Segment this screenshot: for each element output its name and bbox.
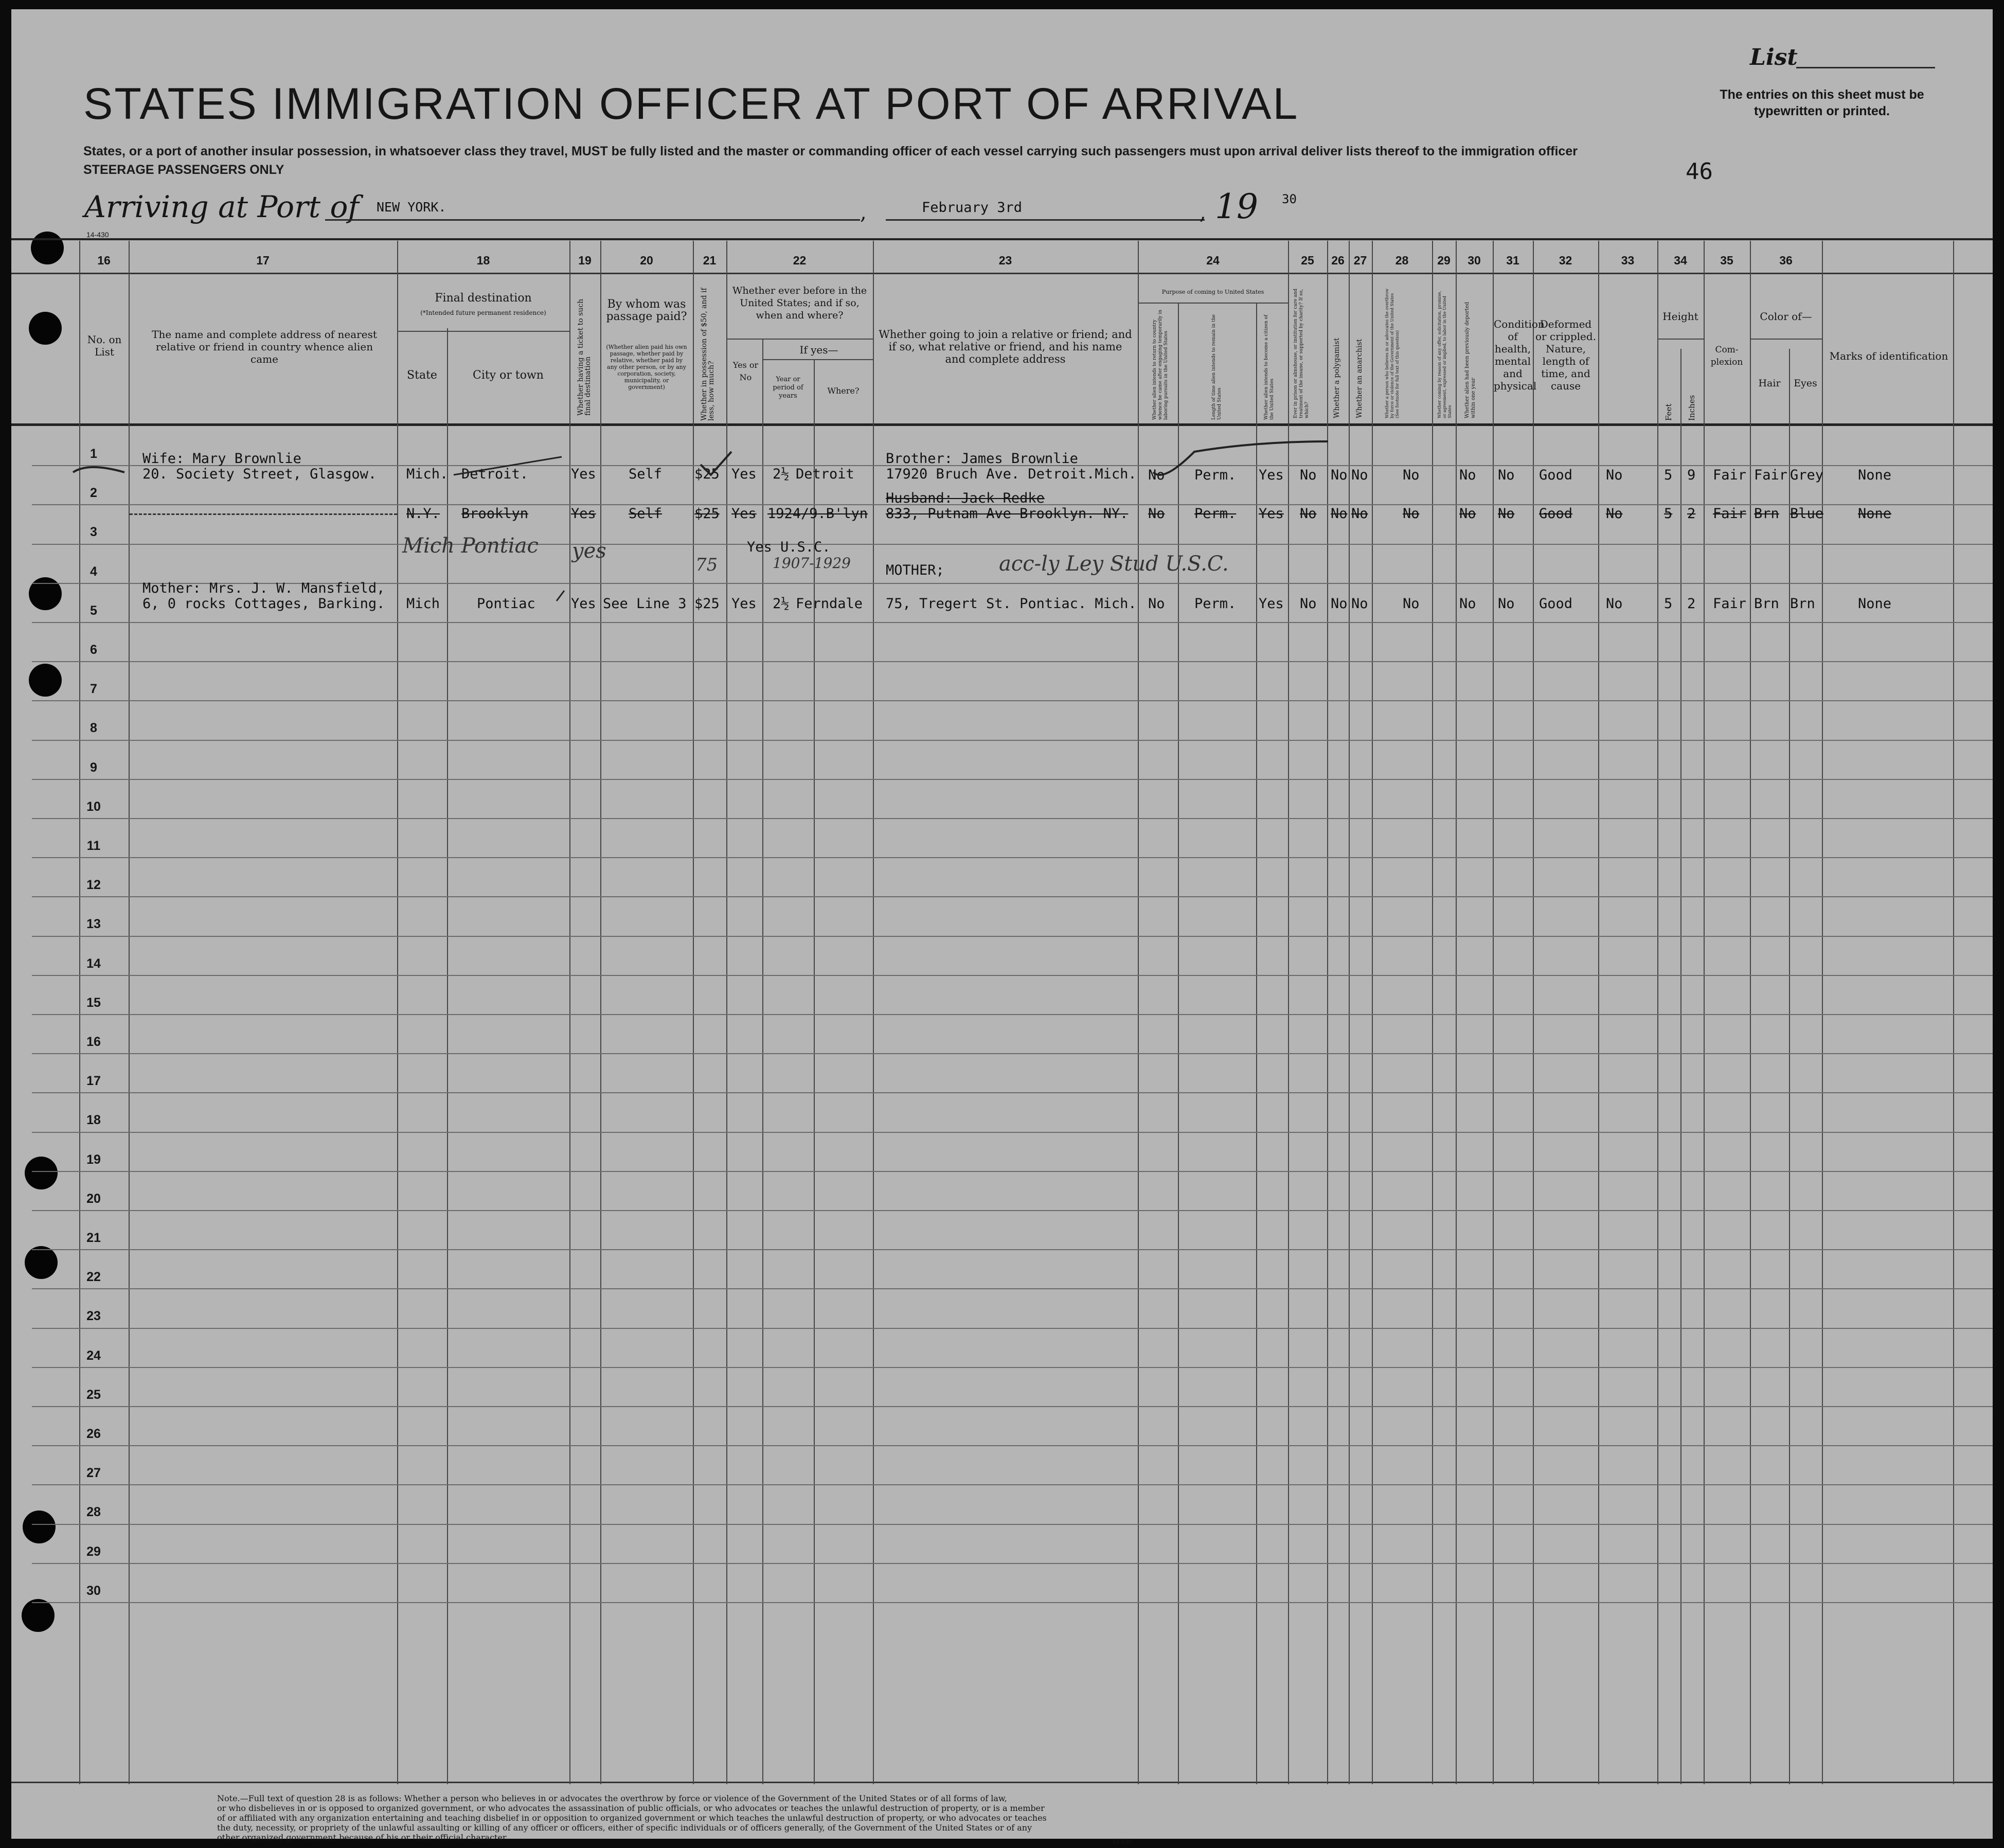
row-number: 7 (90, 682, 97, 696)
r1-advocate: No (1403, 467, 1420, 483)
hdr-paid-by-note: (Whether alien paid his own passage, whether paid by relative, whether paid by any other person, or by any corporation, society, municipality, or government) (606, 344, 687, 390)
r4-marks: None (1858, 596, 1892, 612)
r4-ticket: Yes (571, 596, 596, 612)
footnote-line-2: or who disbelieves in or is opposed to organized government, or who advocates the assassination of public officials, or who advocates or teaches the unlawful destruction of property, or is a member (217, 1803, 1045, 1813)
colnum-33: 33 (1621, 254, 1635, 267)
r2-join-address: 833, Putnam Ave Brooklyn. NY. (886, 506, 1129, 522)
r2-eyes: Blue (1790, 506, 1824, 522)
row-number: 19 (86, 1152, 101, 1167)
r2-return: No (1148, 506, 1165, 522)
r1-city: Detroit. (461, 466, 529, 482)
manifest-sheet (11, 9, 1993, 1845)
hdr-deformed: Deformed or crippled. Nature, length of time, and cause (1535, 318, 1597, 392)
r3-hand-period: 1907-1929 (773, 555, 851, 572)
r2-offer: No (1459, 506, 1476, 522)
colnum-31: 31 (1506, 254, 1519, 267)
colnum-35: 35 (1720, 254, 1733, 267)
r1-deformed: No (1606, 467, 1623, 483)
hdr-advocate: Whether a person who believes in or advocates the overthrow by force or violence of the Government of the United States (See footnote for full text of this question) (1385, 288, 1400, 418)
r2-feet: 5 (1664, 506, 1673, 522)
r1-feet: 5 (1664, 467, 1673, 483)
colnum-32: 32 (1559, 254, 1572, 267)
r4-period: 2½ (773, 596, 790, 612)
r4-complexion: Fair (1713, 596, 1747, 612)
r4-prison: No (1300, 596, 1317, 612)
pen-marks (11, 9, 1993, 1839)
r4-paid-by: See Line 3 (603, 596, 687, 612)
r1-relative-name: Wife: Mary Brownlie (142, 451, 301, 467)
row-number: 6 (90, 643, 97, 657)
hdr-paid-by: By whom was passage paid? (606, 298, 687, 323)
r2-state: N.Y. (406, 506, 440, 522)
row-number: 13 (86, 917, 101, 931)
r4-deported: No (1498, 596, 1515, 612)
hdr-final-destination: Final destination (435, 292, 532, 305)
r2-health: Good (1539, 506, 1573, 522)
check-mark (73, 467, 124, 472)
hdr-state: State (407, 369, 437, 382)
r3-typed-before: Yes U.S.C. (747, 539, 831, 555)
r4-polygamist: No (1331, 596, 1348, 612)
hdr-no-on-list: No. on List (87, 333, 122, 358)
r2-money: $25 (694, 506, 720, 522)
instruction-line-1: States, or a port of another insular possession, in whatsoever class they travel, MUST be fully listed and the master or commanding officer of each vessel carrying such passengers must upon arrival deliver lists thereof to the immigration officer (83, 144, 1578, 158)
r2-polygamist: No (1331, 506, 1348, 522)
hdr-where: Where? (827, 386, 860, 396)
row-number: 17 (86, 1074, 101, 1088)
r4-advocate: No (1403, 596, 1420, 612)
hdr-money: Whether in possession of $50, and if less, how much? (700, 288, 715, 421)
date-comma: , (1200, 201, 1206, 224)
colnum-17: 17 (256, 254, 270, 267)
r1-join-name: Brother: James Brownlie (886, 451, 1078, 467)
r1-ticket: Yes (571, 466, 596, 482)
r1-inches: 9 (1687, 467, 1696, 483)
r1-prison: No (1300, 467, 1317, 483)
r1-period: 2½ (773, 466, 790, 482)
r1-eyes: Grey (1790, 467, 1824, 483)
year-prefix: 19 (1215, 187, 1258, 226)
row-number: 12 (86, 878, 101, 892)
r2-anarchist: No (1351, 506, 1368, 522)
colnum-26: 26 (1331, 254, 1345, 267)
row-number: 18 (86, 1113, 101, 1127)
row-number: 8 (90, 721, 97, 735)
hdr-polygamist: Whether a polygamist (1333, 337, 1341, 418)
r1-money: $25 (694, 466, 720, 482)
hdr-citizen: Whether alien intends to become a citizen of the United States (1264, 314, 1275, 420)
r1-where: Detroit (796, 466, 854, 482)
r4-return: No (1148, 596, 1165, 612)
r2-marks: None (1858, 506, 1892, 522)
r2-paid-by: Self (629, 506, 663, 522)
hdr-complexion: Com-plexion (1710, 345, 1743, 367)
r1-hair: Fair (1754, 467, 1788, 483)
r3-join-typed: MOTHER; (886, 562, 944, 578)
r4-where: Ferndale (796, 596, 863, 612)
colnum-20: 20 (640, 254, 653, 267)
colnum-16: 16 (97, 254, 111, 267)
colnum-29: 29 (1437, 254, 1451, 267)
hdr-length: Length of time alien intends to remain in the United States (1211, 314, 1222, 420)
r2-citizen: Yes (1259, 506, 1284, 522)
row-number: 3 (90, 525, 97, 539)
r4-length: Perm. (1194, 596, 1237, 612)
r2-before: Yes (731, 506, 757, 522)
r1-anarchist: No (1351, 467, 1368, 483)
r1-complexion: Fair (1713, 467, 1747, 483)
r3-hand-ticket: yes (572, 539, 606, 563)
colnum-22: 22 (793, 254, 807, 267)
row-number: 27 (86, 1466, 101, 1480)
r2-hair: Brn (1754, 506, 1779, 522)
arriving-label: Arriving at Port of (84, 189, 359, 224)
r2-length: Perm. (1194, 506, 1237, 522)
r4-health: Good (1539, 596, 1573, 612)
row-number: 25 (86, 1388, 101, 1402)
colnum-18: 18 (476, 254, 490, 267)
footnote (217, 1793, 1184, 1842)
hdr-offer: Whether coming by reason of any offer, solicitation, promise, or agreement, expressed or implied, to labor in the United States (1437, 291, 1452, 418)
check-mark (701, 452, 731, 475)
hdr-prison: Ever in prison or almshouse, or institution for care and treatment of the insane, or supported by charity? If so, which? (1293, 288, 1310, 418)
footnote-code: 14-430 (1112, 1838, 1132, 1845)
hdr-marks: Marks of identification (1829, 350, 1948, 362)
r4-feet: 5 (1664, 596, 1673, 612)
r1-citizen: Yes (1259, 467, 1284, 483)
row-number: 2 (90, 486, 97, 500)
footnote-line-4: the duty, necessity, or propriety of the unlawful assaulting or killing of any officer or officers, either of specific individuals or of officers generally, of the Government of the United States or of any (217, 1823, 1032, 1833)
r2-prison: No (1300, 506, 1317, 522)
r4-eyes: Brn (1790, 596, 1815, 612)
row-number: 20 (86, 1192, 101, 1206)
r3-join-hand: acc-ly Ley Stud U.S.C. (999, 552, 1229, 576)
row-number: 5 (90, 603, 97, 618)
r2-inches: 2 (1687, 506, 1696, 522)
row-number: 24 (86, 1348, 101, 1363)
list-label: List (1750, 44, 1798, 70)
r1-relative-address: 20. Society Street, Glasgow. (142, 466, 377, 482)
r1-marks: None (1858, 467, 1892, 483)
r1-polygamist: No (1331, 467, 1348, 483)
hdr-eyes: Eyes (1794, 378, 1817, 389)
row-number: 30 (86, 1584, 101, 1598)
row-number: 4 (90, 564, 97, 579)
hdr-health: Condition of health, mental and physical (1494, 318, 1545, 392)
row-number: 28 (86, 1505, 101, 1519)
r4-relative-name: Mother: Mrs. J. W. Mansfield, (142, 580, 385, 596)
r4-join-address: 75, Tregert St. Pontiac. Mich. (886, 596, 1137, 612)
r3-hand-destination: Mich Pontiac (402, 534, 539, 558)
hdr-hair: Hair (1758, 378, 1781, 389)
r2-advocate: No (1403, 506, 1420, 522)
r1-return: No (1148, 467, 1165, 483)
footnote-line-3: of or affiliated with any organization entertaining and teaching disbelief in or opposition to organized government or which teaches the unlawful destruction of property, or who advocates or teaches (217, 1813, 1047, 1823)
port-comma: , (860, 201, 867, 224)
r4-citizen: Yes (1259, 596, 1284, 612)
hdr-deported: Whether alien had been previously deported within one year (1464, 301, 1476, 418)
row-number: 26 (86, 1427, 101, 1441)
form-title: STATES IMMIGRATION OFFICER AT PORT OF ARRIVAL (83, 79, 1299, 129)
hdr-anarchist: Whether an anarchist (1355, 339, 1364, 418)
colnum-19: 19 (578, 254, 592, 267)
hdr-inches: Inches (1687, 395, 1696, 421)
colnum-21: 21 (703, 254, 717, 267)
r2-period-where: 1924/9.B'lyn (767, 506, 868, 522)
check-mark (557, 591, 564, 601)
hdr-if-yes: If yes— (799, 344, 838, 356)
r1-deported: No (1498, 467, 1515, 483)
instruction-line-2: STEERAGE PASSENGERS ONLY (83, 163, 284, 177)
colnum-23: 23 (998, 254, 1012, 267)
row-number: 29 (86, 1544, 101, 1559)
hdr-before-us: Whether ever before in the United States; and if so, when and where? (732, 285, 867, 321)
r4-offer: No (1459, 596, 1476, 612)
row-number: 15 (86, 996, 101, 1010)
colnum-36: 36 (1779, 254, 1793, 267)
year-suffix: 30 (1282, 192, 1297, 206)
r1-length: Perm. (1194, 467, 1237, 483)
hdr-color-of: Color of— (1760, 310, 1812, 323)
hdr-period: Year or period of years (773, 376, 803, 400)
colnum-34: 34 (1674, 254, 1687, 267)
r1-before: Yes (731, 466, 757, 482)
r4-state: Mich (406, 596, 440, 612)
port-value: NEW YORK. (377, 200, 446, 215)
page-number: 46 (1686, 158, 1713, 185)
r2-deported: No (1498, 506, 1515, 522)
row-number: 14 (86, 956, 101, 971)
r1-state: Mich. (406, 466, 449, 482)
hdr-return: Whether alien intends to return to country whence he came after engaging temporarily in laboring pursuits in the United States (1152, 309, 1169, 420)
date-value: February 3rd (922, 200, 1023, 216)
hdr-yes-no: Yes or No (732, 360, 759, 382)
footnote-line-5: other organized government because of his or their official character. (217, 1833, 508, 1842)
row-number: 1 (90, 447, 97, 461)
hdr-ticket: Whether having a ticket to such final destination (577, 298, 592, 416)
check-mark (1153, 441, 1328, 475)
r2-deformed: No (1606, 506, 1623, 522)
hdr-final-destination-note: (*Intended future permanent residence) (420, 309, 546, 316)
r4-deformed: No (1606, 596, 1623, 612)
r3-hand-money: 75 (695, 555, 718, 575)
row-number: 9 (90, 760, 97, 775)
r2-complexion: Fair (1713, 506, 1747, 522)
colnum-24: 24 (1206, 254, 1220, 267)
r4-before: Yes (731, 596, 757, 612)
colnum-25: 25 (1301, 254, 1314, 267)
hdr-relative: The name and complete address of nearest relative or friend in country whence alien came (152, 328, 377, 365)
row-number: 21 (86, 1231, 101, 1245)
row-number: 23 (86, 1309, 101, 1323)
r1-health: Good (1539, 467, 1573, 483)
r4-city: Pontiac (477, 596, 535, 612)
row-number: 10 (86, 799, 101, 814)
form-code-top: 14-430 (86, 230, 109, 239)
entries-note: The entries on this sheet must be typewritten or printed. (1720, 87, 1924, 118)
row-number: 16 (86, 1035, 101, 1049)
footnote-line-1: Note.—Full text of question 28 is as follows: Whether a person who believes in or advocates the overthrow by force or violence of the Government of the United States or of all forms of law, (217, 1793, 1007, 1803)
colnum-27: 27 (1353, 254, 1367, 267)
hdr-purpose: Purpose of coming to United States (1161, 289, 1264, 295)
colnum-30: 30 (1468, 254, 1481, 267)
r4-relative-address: 6, 0 rocks Cottages, Barking. (142, 596, 385, 612)
r2-ticket: Yes (571, 506, 596, 522)
r4-money: $25 (694, 596, 720, 612)
hdr-city: City or town (473, 369, 544, 382)
hdr-feet: Feet (1664, 403, 1673, 421)
check-mark (454, 457, 562, 475)
row-number: 22 (86, 1270, 101, 1284)
r4-hair: Brn (1754, 596, 1779, 612)
r1-join-address: 17920 Bruch Ave. Detroit.Mich. (886, 466, 1137, 482)
r4-anarchist: No (1351, 596, 1368, 612)
r2-city: Brooklyn (461, 506, 529, 522)
hdr-joining: Whether going to join a relative or friend; and if so, what relative or friend, and his name and complete address (879, 328, 1132, 365)
r1-paid-by: Self (629, 466, 663, 482)
r2-join-name: Husband: Jack Redke (886, 490, 1045, 506)
row-number: 11 (86, 839, 101, 853)
hdr-height: Height (1662, 310, 1698, 323)
colnum-28: 28 (1395, 254, 1409, 267)
r1-offer: No (1459, 467, 1476, 483)
r4-inches: 2 (1687, 596, 1696, 612)
